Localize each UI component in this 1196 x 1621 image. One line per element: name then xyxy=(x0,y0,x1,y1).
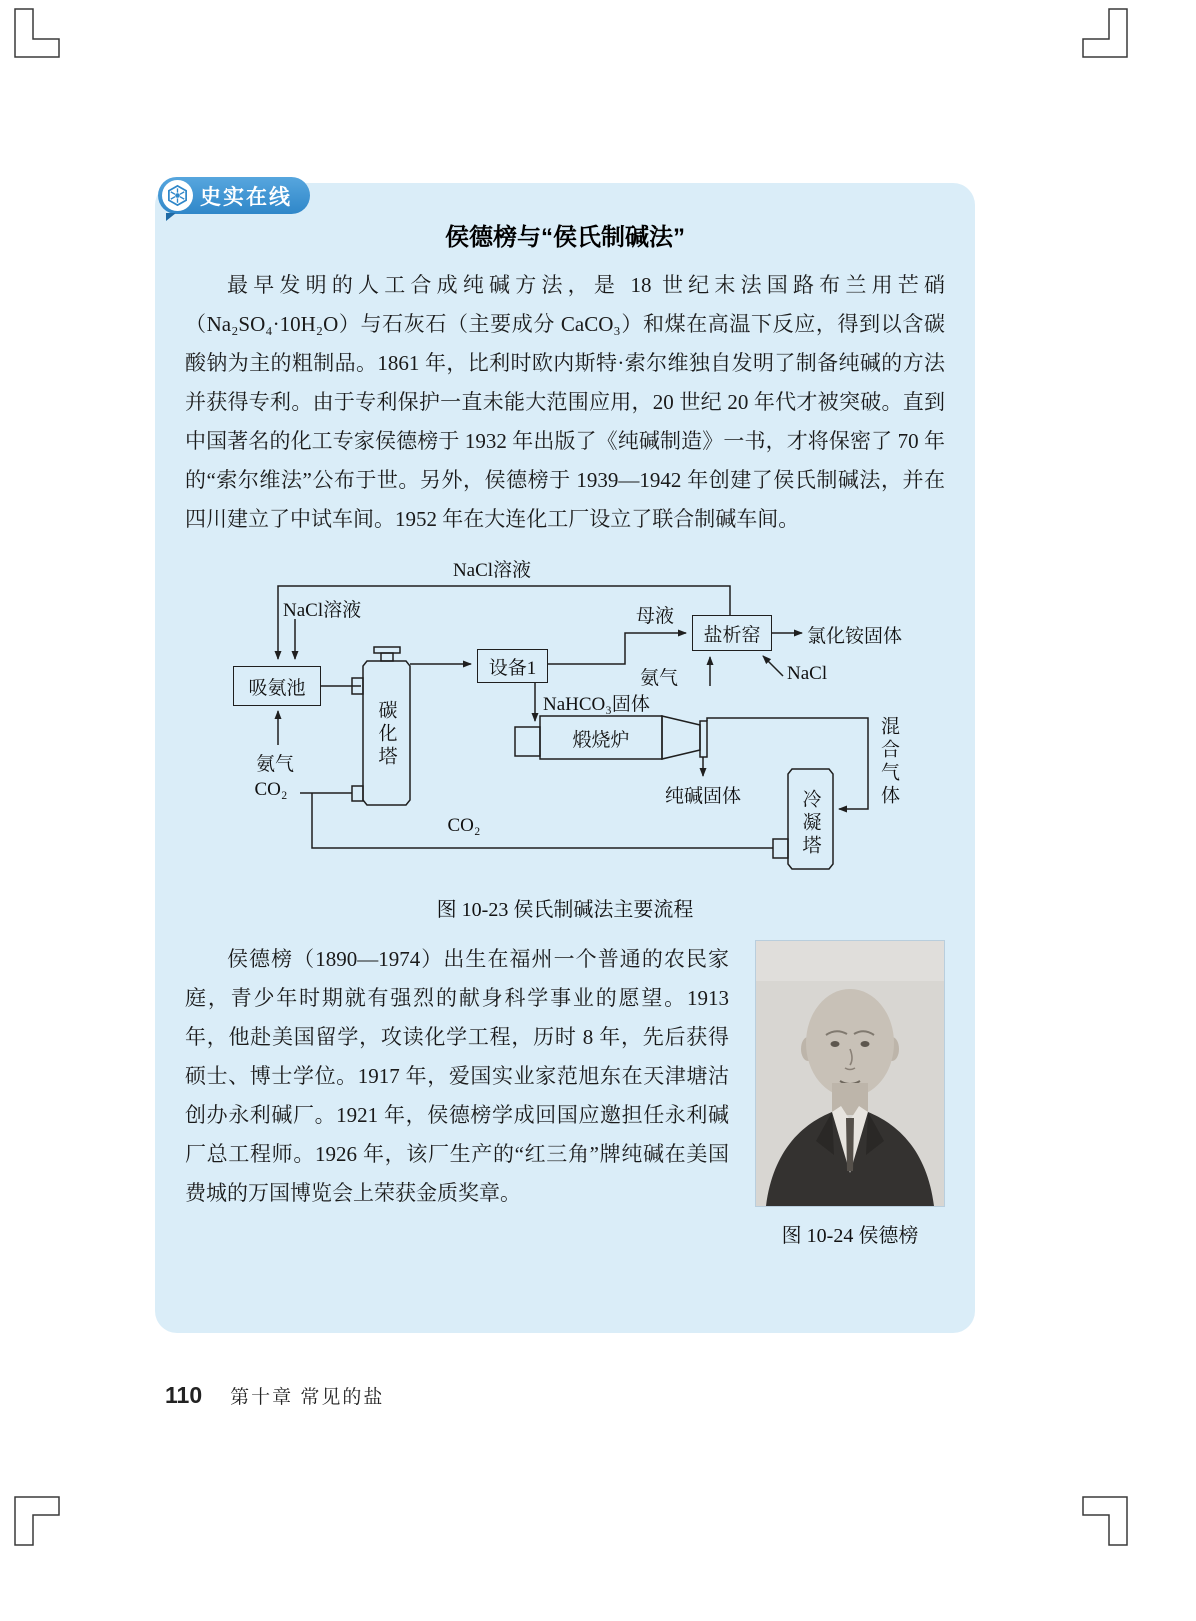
biography-section xyxy=(185,940,945,1248)
chapter-title: 第十章 常见的盐 xyxy=(230,1387,385,1408)
article-title: 侯德榜与“侯氏制碱法” xyxy=(445,224,685,251)
page-footer xyxy=(165,1382,384,1409)
figure-caption-10-24: 图 10-24 侯德榜 xyxy=(781,1225,919,1247)
badge-label: 史实在线 xyxy=(200,185,292,209)
portrait-photo xyxy=(755,940,945,1207)
process-flow-diagram xyxy=(225,553,905,883)
label-ammonium-chloride-solid: 氯化铵固体 xyxy=(807,626,903,647)
label-soda-ash-solid: 纯碱固体 xyxy=(664,786,741,807)
label-ammonia-bottom: 氨气 xyxy=(640,668,679,689)
biography-paragraph: 侯德榜（1890—1974）出生在福州一个普通的农民家庭，青少年时期就有强烈的献身科学事业的愿望。1913 年，他赴美国留学，攻读化学工程，历时 8 年，先后获得硕士、博士学位。1917 年，爱国实业家范旭东在天津塘沽创办永利碱厂。1921 年，侯德榜学成回国应邀担任永利碱厂总工程师。1926 年，该厂生产的“红三角”牌纯碱在美国费城的万国博览会上荣获金质奖章。 xyxy=(185,947,729,1205)
page-number: 110 xyxy=(165,1382,203,1408)
crop-mark-icon xyxy=(14,1496,60,1546)
history-paragraph: 最早发明的人工合成纯碱方法，是 18 世纪末法国路布兰用芒硝（Na₂SO₄·10H₂O）与石灰石（主要成分 CaCO₃）和煤在高温下反应，得到以含碳酸钠为主的粗制品。1861 年，比利时欧内斯特·索尔维独自发明了制备纯碱的方法并获得专利。由于专利保护一直未能大范围应用，20 世纪 20 年代才被突破。直到中国著名的化工专家侯德榜于 1932 年出版了《纯碱制造》一书，才将保密了 70 年的“索尔维法”公布于世。另外，侯德榜于 1939—1942 年创建了侯氏制碱法，并在四川建立了中试车间。1952 年在大连化工厂设立了联合制碱车间。 xyxy=(185,273,945,531)
diagram-box-salting-kiln: 盐析窑 xyxy=(692,615,772,651)
label-mixed-gas: 混合气体 xyxy=(878,716,899,808)
label-ammonia-left: 氨气 xyxy=(255,754,294,775)
label-co2-left: CO₂ xyxy=(254,779,288,800)
figure-caption-10-23: 图 10-23 侯氏制碱法主要流程 xyxy=(436,899,694,921)
crop-mark-icon xyxy=(1082,8,1128,58)
portrait-column xyxy=(755,940,945,1248)
history-online-panel xyxy=(155,183,975,1333)
label-nacl-solution-top: NaCl溶液 xyxy=(452,560,532,581)
diagram-box-device1: 设备1 xyxy=(477,649,548,683)
diagram-box-absorption-pool: 吸氨池 xyxy=(233,666,321,706)
label-nacl: NaCl xyxy=(787,663,828,684)
badge-tail xyxy=(166,213,176,221)
section-badge xyxy=(158,177,310,214)
label-calcination-furnace: 煅烧炉 xyxy=(572,730,630,751)
label-condensation-tower: 冷凝塔 xyxy=(799,788,821,858)
emblem-icon xyxy=(162,180,193,211)
crop-mark-icon xyxy=(1082,1496,1128,1546)
label-co2-bottom: CO₂ xyxy=(447,815,481,836)
label-mother-liquor: 母液 xyxy=(635,606,674,627)
crop-mark-icon xyxy=(14,8,60,58)
label-carbonation-tower: 碳化塔 xyxy=(375,699,397,769)
label-nacl-solution-left: NaCl溶液 xyxy=(283,600,362,621)
label-nahco3-solid: NaHCO₃固体 xyxy=(543,694,650,715)
